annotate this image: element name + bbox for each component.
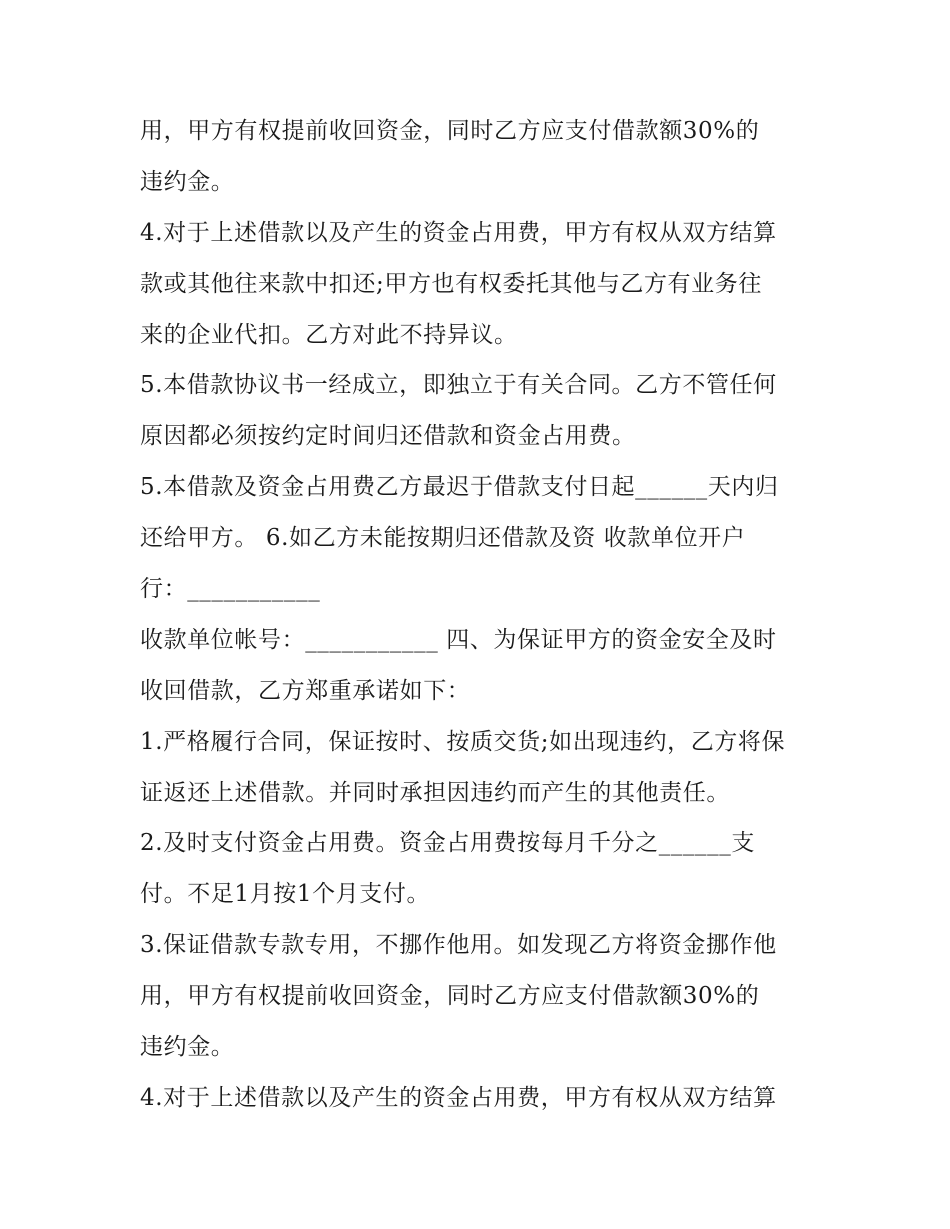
- text-line: 收款单位帐号：___________ 四、为保证甲方的资金安全及时: [140, 626, 777, 653]
- text-line: 5.本借款协议书一经成立，即独立于有关合同。乙方不管任何: [140, 372, 777, 399]
- text-line: 证返还上述借款。并同时承担因违约而产生的其他责任。: [140, 779, 730, 806]
- text-line: 3.保证借款专款专用，不挪作他用。如发现乙方将资金挪作他: [140, 932, 777, 959]
- text-line: 收回借款，乙方郑重承诺如下：: [140, 677, 471, 704]
- text-line: 1.严格履行合同，保证按时、按质交货;如出现违约，乙方将保: [140, 728, 786, 755]
- text-line: 违约金。: [140, 168, 235, 195]
- text-line: 原因都必须按约定时间归还借款和资金占用费。: [140, 423, 636, 450]
- text-line: 4.对于上述借款以及产生的资金占用费，甲方有权从双方结算: [140, 219, 777, 246]
- text-line: 行：___________: [140, 576, 321, 603]
- text-line: 4.对于上述借款以及产生的资金占用费，甲方有权从双方结算: [140, 1084, 777, 1111]
- text-line: 2.及时支付资金占用费。资金占用费按每月千分之______支: [140, 830, 755, 857]
- text-line: 付。不足1月按1个月支付。: [140, 881, 431, 908]
- text-line: 来的企业代扣。乙方对此不持异议。: [140, 321, 518, 348]
- text-line: 还给甲方。 6.如乙方未能按期归还借款及资 收款单位开户: [140, 525, 746, 552]
- text-line: 用，甲方有权提前收回资金，同时乙方应支付借款额30%的: [140, 118, 760, 144]
- document-body: [140, 106, 840, 1124]
- text-line: 用，甲方有权提前收回资金，同时乙方应支付借款额30%的: [140, 983, 760, 1010]
- text-line: 款或其他往来款中扣还;甲方也有权委托其他与乙方有业务往: [140, 270, 762, 297]
- text-line: 违约金。: [140, 1034, 235, 1061]
- text-line: 5.本借款及资金占用费乙方最迟于借款支付日起______天内归: [140, 474, 779, 501]
